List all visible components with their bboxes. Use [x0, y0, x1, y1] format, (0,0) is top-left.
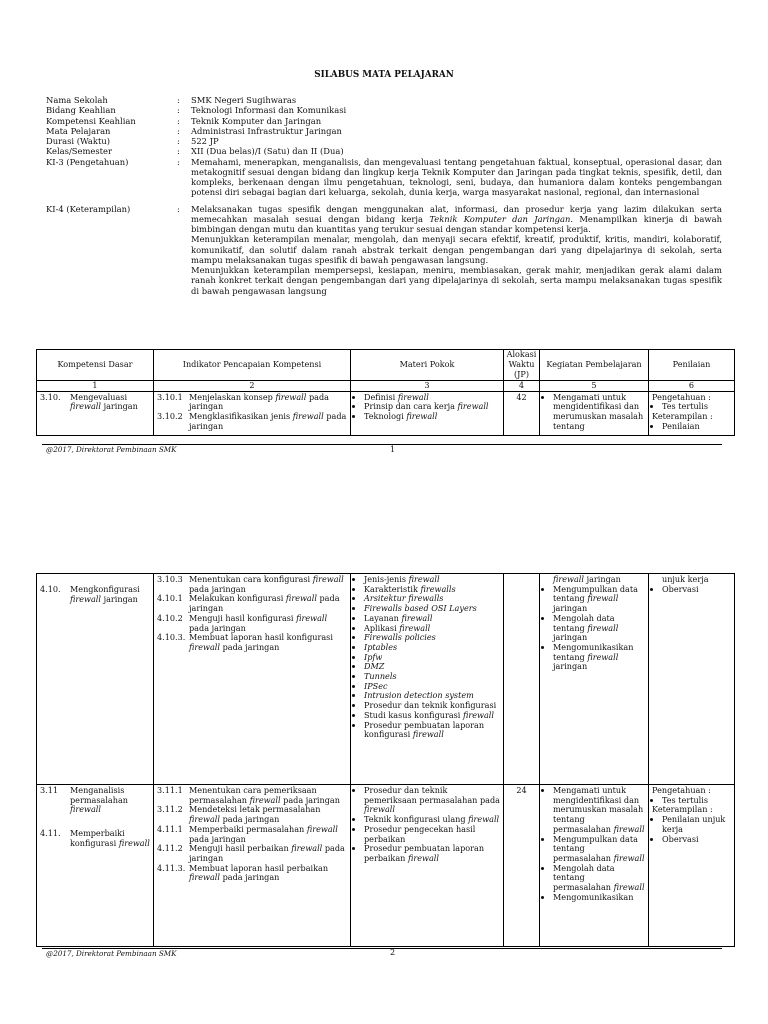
list-item: • Tunnels	[364, 672, 500, 682]
info-colon: :	[177, 156, 180, 167]
column-header: Penilaian	[649, 350, 735, 381]
info-row	[46, 116, 722, 126]
list-item: • IPSec	[364, 682, 500, 692]
info-colon: :	[177, 95, 180, 105]
indicator-cell: 3.11.1 Menentukan cara pemeriksaan permasalahan firewall pada jaringan 3.11.2 Mendeteksi letak permasalahan firewall pada jaringan 4.11.1 Memperbaiki permasalahan firewall pada jaringan 4.11.2 Menguji hasil perbaikan firewall pada jaringan 4.11.3. Membuat laporan hasil perbaikan firewall pada jaringan	[154, 785, 351, 947]
kegiatan-cell	[540, 391, 649, 435]
list-item: • Tes tertulis	[662, 796, 731, 806]
list-item: • Karakteristik firewalls	[364, 585, 500, 595]
list-item: • Prosedur pembuatan laporan perbaikan firewall	[364, 844, 500, 863]
list-item: • Mengumpulkan data tentang firewall jaringan	[553, 585, 645, 614]
footer-copyright: @2017, Direktorat Pembinaan SMK	[46, 949, 177, 958]
table-header-row	[37, 350, 735, 381]
info-colon: :	[177, 125, 180, 136]
list-item: • Prosedur pengecekan hasil perbaikan	[364, 825, 500, 844]
list-item: • Penilaian unjuk kerja	[662, 815, 731, 834]
list-item: • Ipfw	[364, 653, 500, 663]
info-value: 522 JP	[191, 136, 219, 146]
penilaian-cell: unjuk kerja • Obervasi	[649, 574, 735, 785]
column-header: Alokasi Waktu (JP)	[504, 350, 540, 381]
info-label: KI-3 (Pengetahuan)	[46, 156, 129, 167]
info-label: Nama Sekolah	[46, 95, 108, 105]
page-title: SILABUS MATA PELAJARAN	[314, 70, 454, 80]
info-row	[46, 126, 722, 136]
info-label: Kompetensi Keahlian	[46, 115, 136, 126]
list-item: • Prosedur dan teknik pemeriksaan permasalahan pada firewall	[364, 786, 500, 815]
list-item: • Arsitektur firewalls	[364, 594, 500, 604]
info-label: Durasi (Waktu)	[46, 136, 110, 146]
column-number-row	[37, 381, 735, 392]
info-label: Mata Pelajaran	[46, 125, 111, 136]
kegiatan-cell	[540, 785, 649, 947]
info-value: SMK Negeri Sugihwaras	[191, 95, 297, 105]
jp-cell: 24	[504, 785, 540, 947]
column-number: 5	[540, 381, 649, 392]
list-item: • Teknik konfigurasi ulang firewall	[364, 815, 500, 825]
list-item: • Firewalls policies	[364, 633, 500, 643]
column-header: Indikator Pencapaian Kompetensi	[154, 350, 351, 381]
penilaian-cell: Pengetahuan : • Tes tertulis Keterampilan : • Penilaian unjuk kerja • Obervasi	[649, 785, 735, 947]
materi-cell	[351, 391, 504, 435]
ki4-text	[191, 204, 722, 296]
info-row	[46, 105, 722, 115]
penilaian-cell: Pengetahuan : • Tes tertulis Keterampilan : • Penilaian	[649, 391, 735, 435]
ki4-paragraph: Menunjukkan keterampilan mempersepsi, kesiapan, meniru, membiasakan, gerak mahir, menjadikan gerak alami dalam ranah konkret terkait dengan pengembangan dari yang dipelajarinya di sekolah, serta mampu melaksanakan tugas spesifik di bawah pengawasan langsung	[191, 265, 722, 296]
table-row	[37, 391, 735, 435]
jp-cell: 42	[504, 391, 540, 435]
info-colon: :	[177, 203, 180, 214]
list-item: • Mengumpulkan data tentang permasalahan firewall	[553, 835, 645, 864]
table-row	[37, 785, 735, 947]
list-item: • Obervasi	[662, 585, 731, 595]
list-item: • Mengamati untuk mengidentifikasi dan merumuskan masalah tentang	[553, 393, 645, 432]
info-row-ki3	[46, 157, 722, 198]
info-row	[46, 136, 722, 146]
info-value: Administrasi Infrastruktur Jaringan	[191, 125, 342, 136]
jp-cell	[504, 574, 540, 785]
list-item: • Obervasi	[662, 835, 731, 845]
list-item: • Penilaian	[662, 422, 731, 432]
info-block	[46, 95, 722, 296]
ki3-text: Memahami, menerapkan, menganalisis, dan mengevaluasi tentang pengetahuan faktual, konseptual, operasional dasar, dan metakognitif sesuai dengan bidang dan lingkup kerja Teknik Komputer dan Jaringan pada tingkat teknis, spesifik, detil, dan kompleks, berkenaan dengan ilmu pengetahuan, teknologi, seni, budaya, dan humaniora dalam konteks pengembangan potensi diri sebagai bagian dari keluarga, sekolah, dunia kerja, warga masyarakat nasional, regional, dan internasional	[191, 156, 722, 198]
page-number: 1	[390, 445, 396, 454]
page-2	[0, 462, 768, 1024]
list-item: • Mengomunikasikan	[553, 893, 645, 903]
page-1	[0, 0, 768, 462]
syllabus-table-page1	[36, 349, 735, 436]
materi-cell	[351, 785, 504, 947]
column-header: Materi Pokok	[351, 350, 504, 381]
list-item: • Intrusion detection system	[364, 691, 500, 701]
list-item: • Firewalls based OSI Layers	[364, 604, 500, 614]
list-item: • Mengolah data tentang firewall jaringan	[553, 614, 645, 643]
list-item: • Studi kasus konfigurasi firewall	[364, 711, 500, 721]
column-number: 6	[649, 381, 735, 392]
list-item: • Tes tertulis	[662, 402, 731, 412]
column-number: 2	[154, 381, 351, 392]
indicator-cell: 3.10.1 Menjelaskan konsep firewall pada jaringan 3.10.2 Mengklasifikasikan jenis firewall pada jaringan	[154, 391, 351, 435]
info-row	[46, 95, 722, 105]
list-item: • Prinsip dan cara kerja firewall	[364, 402, 500, 412]
ki4-paragraph: Menunjukkan keterampilan menalar, mengolah, dan menyaji secara efektif, kreatif, produktif, kritis, mandiri, kolaboratif, komunikatif, dan solutif dalam ranah abstrak terkait dengan pengembangan dari yang dipelajarinya di sekolah, serta mampu melaksanakan tugas spesifik di bawah pengawasan langsung.	[191, 234, 722, 265]
indicator-cell: 3.10.3 Menentukan cara konfigurasi firewall pada jaringan 4.10.1 Melakukan konfigurasi firewall pada jaringan 4.10.2 Menguji hasil konfigurasi firewall pada jaringan 4.10.3. Membuat laporan hasil konfigurasi firewall pada jaringan	[154, 574, 351, 785]
info-value: Teknik Komputer dan Jaringan	[191, 115, 322, 126]
list-item: • Layanan firewall	[364, 614, 500, 624]
info-row	[46, 146, 722, 156]
column-header: Kompetensi Dasar	[37, 350, 154, 381]
kd-cell: 4.10. Mengkonfigurasi firewall jaringan	[37, 574, 154, 785]
column-number: 4	[504, 381, 540, 392]
column-header: Kegiatan Pembelajaran	[540, 350, 649, 381]
info-colon: :	[177, 146, 180, 157]
kegiatan-cell: firewall jaringan • Mengumpulkan data tentang firewall jaringan • Mengolah data tentang firewall jaringan • Mengomunikasikan tentang firewall jaringan	[540, 574, 649, 785]
list-item: • Prosedur pembuatan laporan konfigurasi firewall	[364, 721, 500, 740]
page-number: 2	[390, 948, 396, 957]
list-item: • Mengolah data tentang permasalahan firewall	[553, 864, 645, 893]
list-item: • Aplikasi firewall	[364, 624, 500, 634]
info-label: Kelas/Semester	[46, 146, 112, 157]
materi-cell	[351, 574, 504, 785]
list-item: • Mengomunikasikan tentang firewall jaringan	[553, 643, 645, 672]
list-item: • Iptables	[364, 643, 500, 653]
info-colon: :	[177, 115, 180, 126]
info-row-ki4	[46, 204, 722, 296]
kd-cell: 3.10. Mengevaluasi firewall jaringan	[37, 391, 154, 435]
info-value: XII (Dua belas)/I (Satu) dan II (Dua)	[191, 146, 344, 157]
syllabus-table-page2	[36, 573, 735, 947]
table-row	[37, 574, 735, 785]
list-item: • Mengamati untuk mengidentifikasi dan merumuskan masalah tentang permasalahan firewall	[553, 786, 645, 835]
info-colon: :	[177, 105, 180, 116]
footer-copyright: @2017, Direktorat Pembinaan SMK	[46, 445, 177, 454]
list-item: • Definisi firewall	[364, 393, 500, 403]
info-label: Bidang Keahlian	[46, 105, 116, 116]
list-item: • Prosedur dan teknik konfigurasi	[364, 701, 500, 711]
info-colon: :	[177, 136, 180, 146]
ki4-paragraph: Melaksanakan tugas spesifik dengan menggunakan alat, informasi, dan prosedur kerja yang lazim dilakukan serta memecahkan masalah sesuai dengan bidang kerja Teknik Komputer dan Jaringan. Menampilkan kinerja di bawah bimbingan dengan mutu dan kuantitas yang terukur sesuai dengan standar kompetensi kerja.	[191, 203, 722, 234]
info-label: KI-4 (Keterampilan)	[46, 203, 131, 214]
list-item: • Jenis-jenis firewall	[364, 575, 500, 585]
list-item: • Teknologi firewall	[364, 412, 500, 422]
column-number: 1	[37, 381, 154, 392]
list-item: • DMZ	[364, 662, 500, 672]
kd-cell: 3.11 Menganalisis permasalahan firewall 4.11. Memperbaiki konfigurasi firewall	[37, 785, 154, 947]
info-value: Teknologi Informasi dan Komunikasi	[191, 105, 347, 116]
column-number: 3	[351, 381, 504, 392]
